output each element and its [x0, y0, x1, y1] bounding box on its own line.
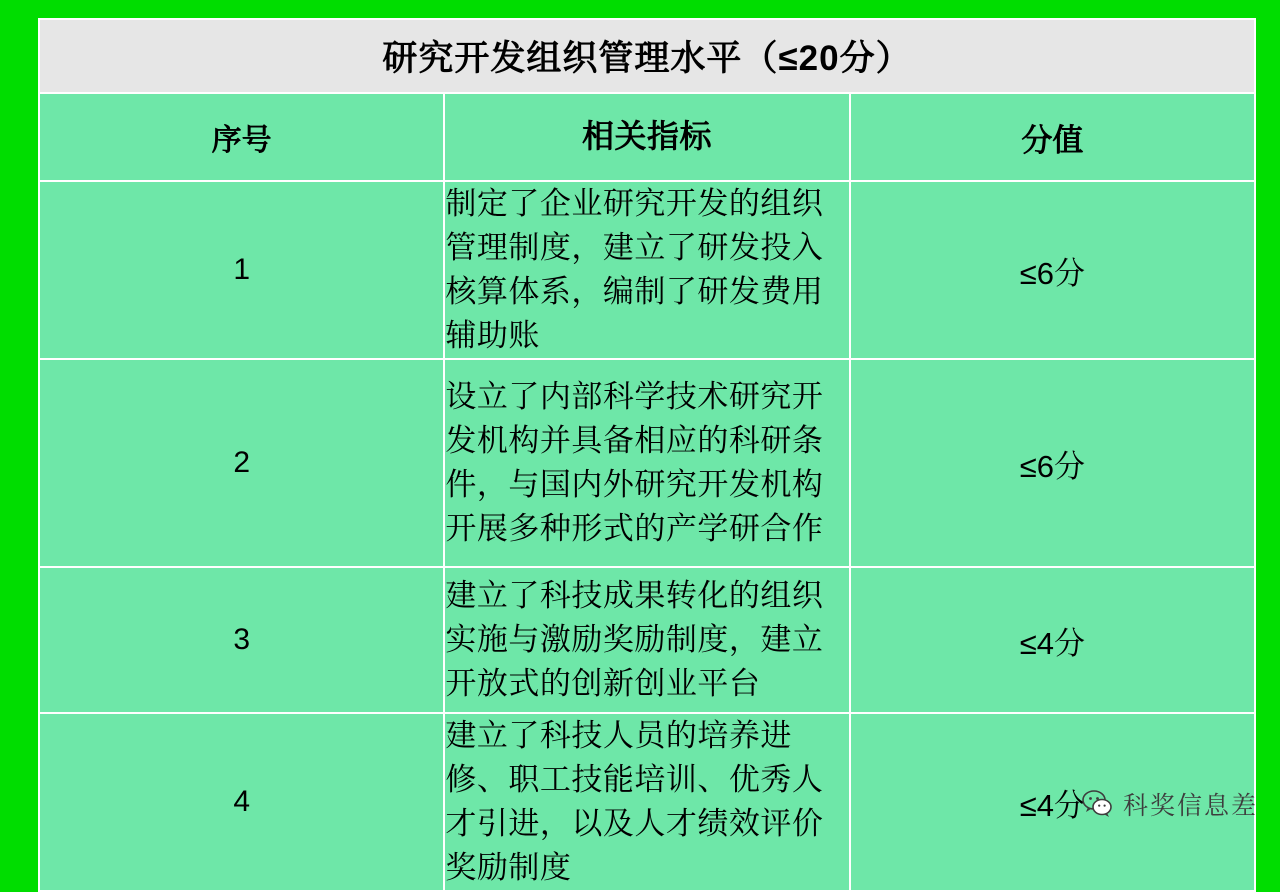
row-no: 3 [39, 567, 444, 713]
watermark-label: 科奖信息差 [1122, 792, 1258, 820]
table-row [39, 567, 1255, 713]
column-header-no: 序号 [39, 93, 444, 181]
table-row [39, 359, 1255, 567]
row-score: ≤4分 [850, 567, 1255, 713]
table-row [39, 181, 1255, 359]
row-no: 4 [39, 713, 444, 891]
column-header-indicator: 相关指标 [444, 93, 849, 181]
page-title: 研究开发组织管理水平（≤20分） [39, 19, 1255, 93]
watermark [1081, 786, 1258, 822]
table-title-row [39, 19, 1255, 93]
row-indicator: 设立了内部科学技术研究开发机构并具备相应的科研条件，与国内外研究开发机构开展多种形式的产学研合作 [444, 359, 849, 567]
table-header-row [39, 93, 1255, 181]
row-no: 1 [39, 181, 444, 359]
row-score: ≤6分 [850, 181, 1255, 359]
row-score: ≤6分 [850, 359, 1255, 567]
wechat-icon [1081, 788, 1113, 820]
row-indicator: 制定了企业研究开发的组织管理制度，建立了研发投入核算体系，编制了研发费用辅助账 [444, 181, 849, 359]
row-indicator: 建立了科技成果转化的组织实施与激励奖励制度，建立开放式的创新创业平台 [444, 567, 849, 713]
row-no: 2 [39, 359, 444, 567]
row-score: ≤4分 [850, 713, 1255, 891]
column-header-score: 分值 [850, 93, 1255, 181]
score-table [38, 18, 1256, 892]
row-indicator: 建立了科技人员的培养进修、职工技能培训、优秀人才引进，以及人才绩效评价奖励制度 [444, 713, 849, 891]
table-row [39, 713, 1255, 891]
